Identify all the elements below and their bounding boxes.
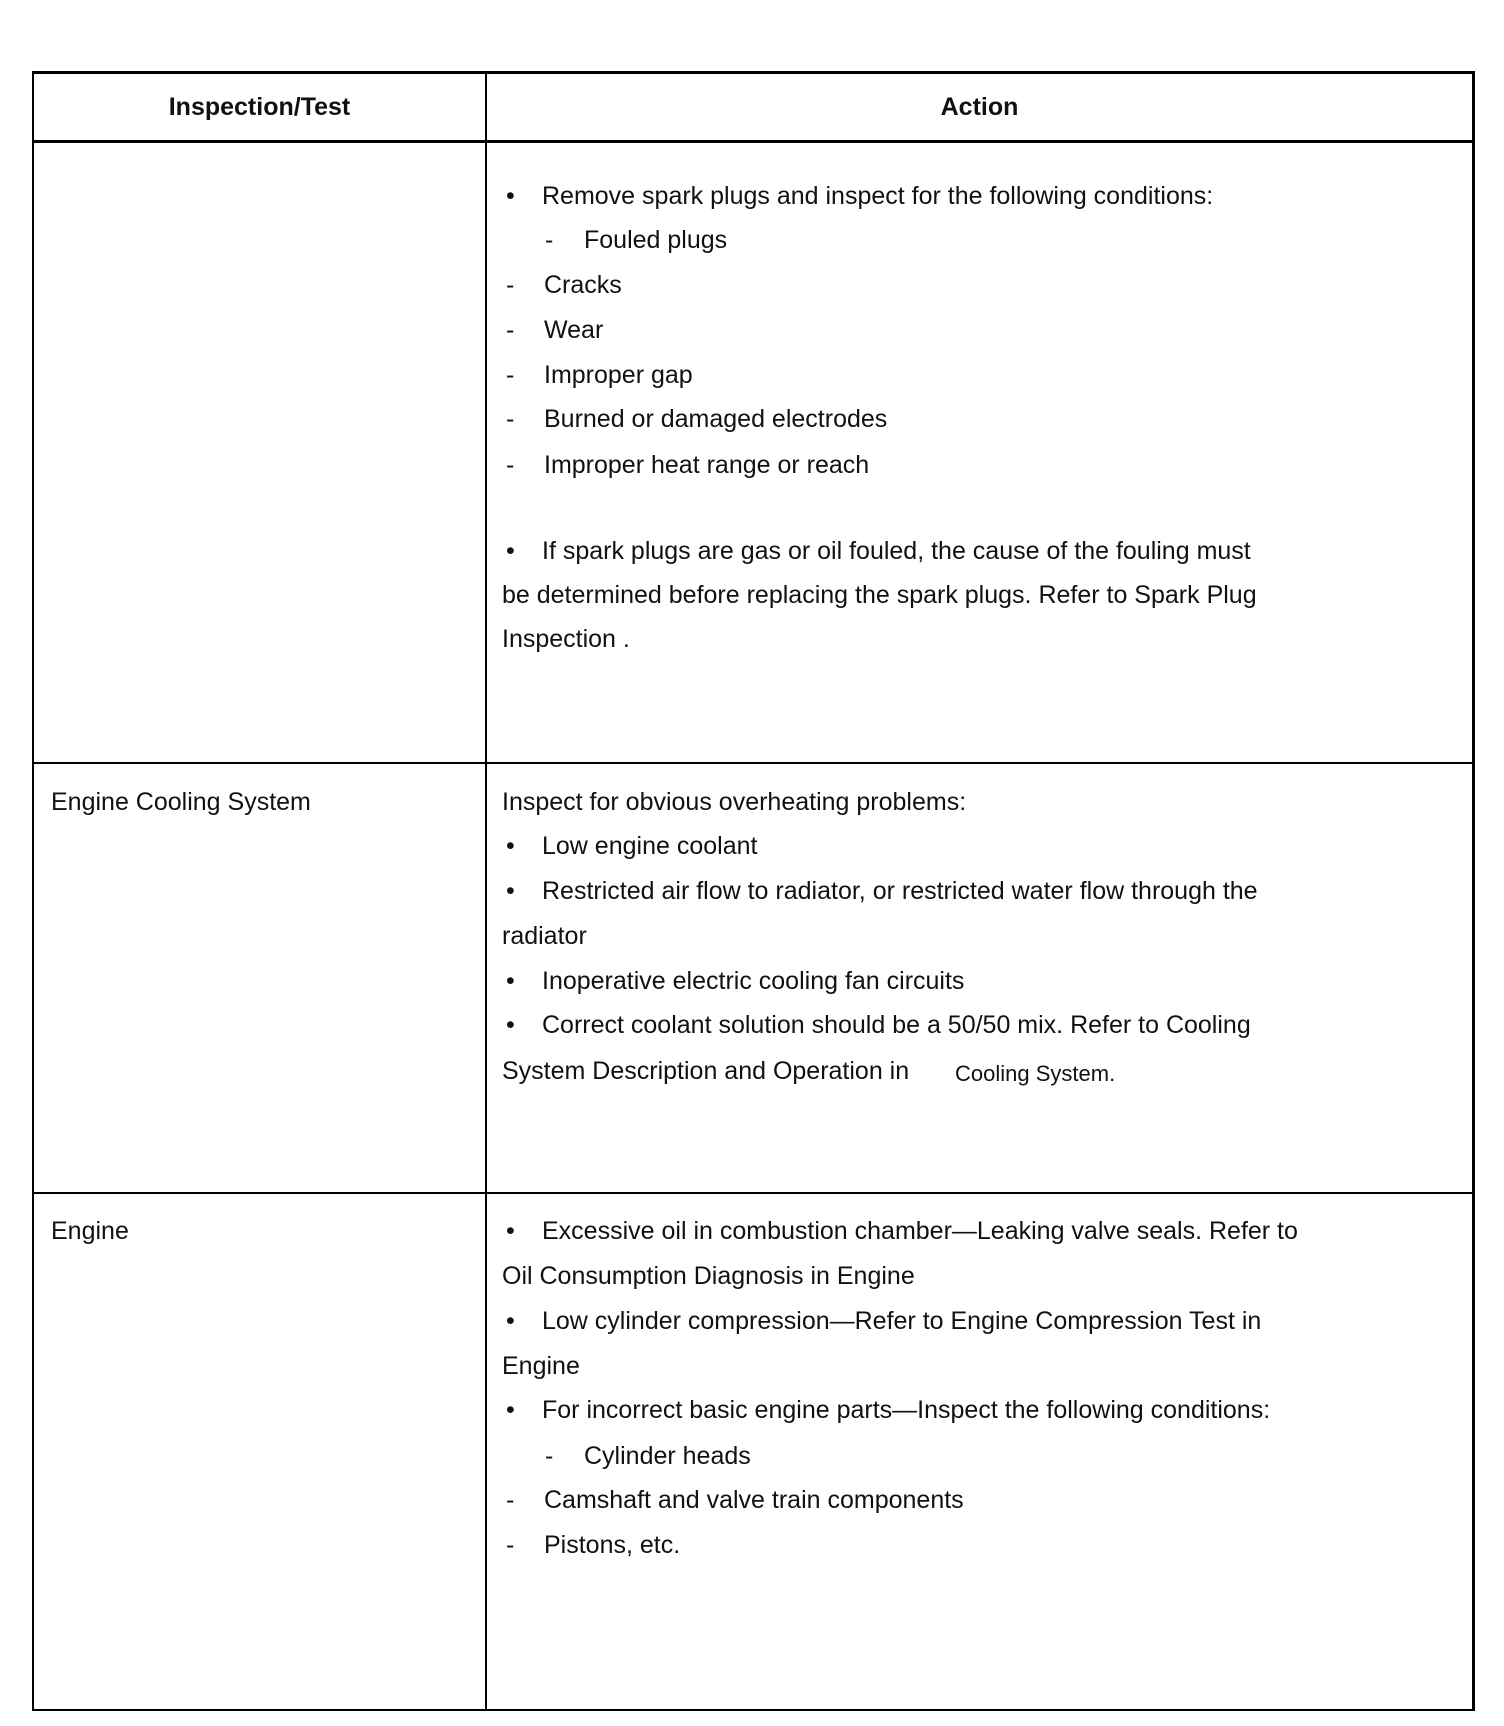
text-line: Engine [502,1352,580,1380]
dash-item: Improper gap [544,361,693,389]
table-right-border [1472,71,1475,1711]
bullet-item: Low cylinder compression—Refer to Engine Compression Test in [542,1307,1262,1335]
dash-icon: - [545,226,554,254]
text-line: Oil Consumption Diagnosis in Engine [502,1262,915,1290]
bullet-item: Restricted air flow to radiator, or restricted water flow through the [542,877,1258,905]
dash-icon: - [506,451,515,479]
dash-icon: - [506,1531,515,1559]
bullet-item: Correct coolant solution should be a 50/50 mix. Refer to Cooling [542,1011,1251,1039]
text-line: Inspect for obvious overheating problems: [502,788,967,816]
dash-icon: - [506,1486,515,1514]
dash-icon: - [506,361,515,389]
bullet-icon: • [506,182,515,210]
dash-item: Burned or damaged electrodes [544,405,888,433]
dash-icon: - [506,405,515,433]
text-line: radiator [502,922,587,950]
table-bottom-border [32,1709,1475,1711]
dash-item: Pistons, etc. [544,1531,681,1559]
bullet-icon: • [506,1307,515,1335]
text-line: be determined before replacing the spark plugs. Refer to Spark Plug [502,581,1257,609]
row-label: Engine Cooling System [51,788,311,816]
header-action: Action [940,93,1019,121]
dash-item: Cracks [544,271,622,299]
dash-item: Improper heat range or reach [544,451,870,479]
bullet-icon: • [506,877,515,905]
bullet-icon: • [506,832,515,860]
bullet-icon: • [506,1396,515,1424]
bullet-item: Inoperative electric cooling fan circuits [542,967,965,995]
table-top-border [32,71,1475,74]
row-label: Engine [51,1217,129,1245]
sub-dash-item: Cylinder heads [584,1442,751,1470]
column-divider [485,71,487,1711]
dash-icon: - [506,271,515,299]
row-divider [32,762,1475,764]
bullet-icon: • [506,967,515,995]
dash-item: Camshaft and valve train components [544,1486,964,1514]
header-bottom-border [32,140,1475,143]
text-line: Inspection . [502,625,630,653]
bullet-icon: • [506,537,515,565]
bullet-item: Low engine coolant [542,832,758,860]
dash-item: Wear [544,316,604,344]
header-inspection-test: Inspection/Test [168,93,351,121]
sub-dash-item: Fouled plugs [584,226,728,254]
bullet-icon: • [506,1011,515,1039]
table-left-border [32,71,34,1711]
bullet-icon: • [506,1217,515,1245]
bullet-item: Remove spark plugs and inspect for the following conditions: [542,182,1214,210]
dash-icon: - [506,316,515,344]
cross-reference-link: Cooling System. [955,1061,1116,1086]
dash-icon: - [545,1442,554,1470]
text-line: System Description and Operation in [502,1057,910,1085]
bullet-item: Excessive oil in combustion chamber—Leaking valve seals. Refer to [542,1217,1298,1245]
bullet-item: For incorrect basic engine parts—Inspect the following conditions: [542,1396,1271,1424]
bullet-item: If spark plugs are gas or oil fouled, the cause of the fouling must [542,537,1251,565]
row-divider [32,1192,1475,1194]
